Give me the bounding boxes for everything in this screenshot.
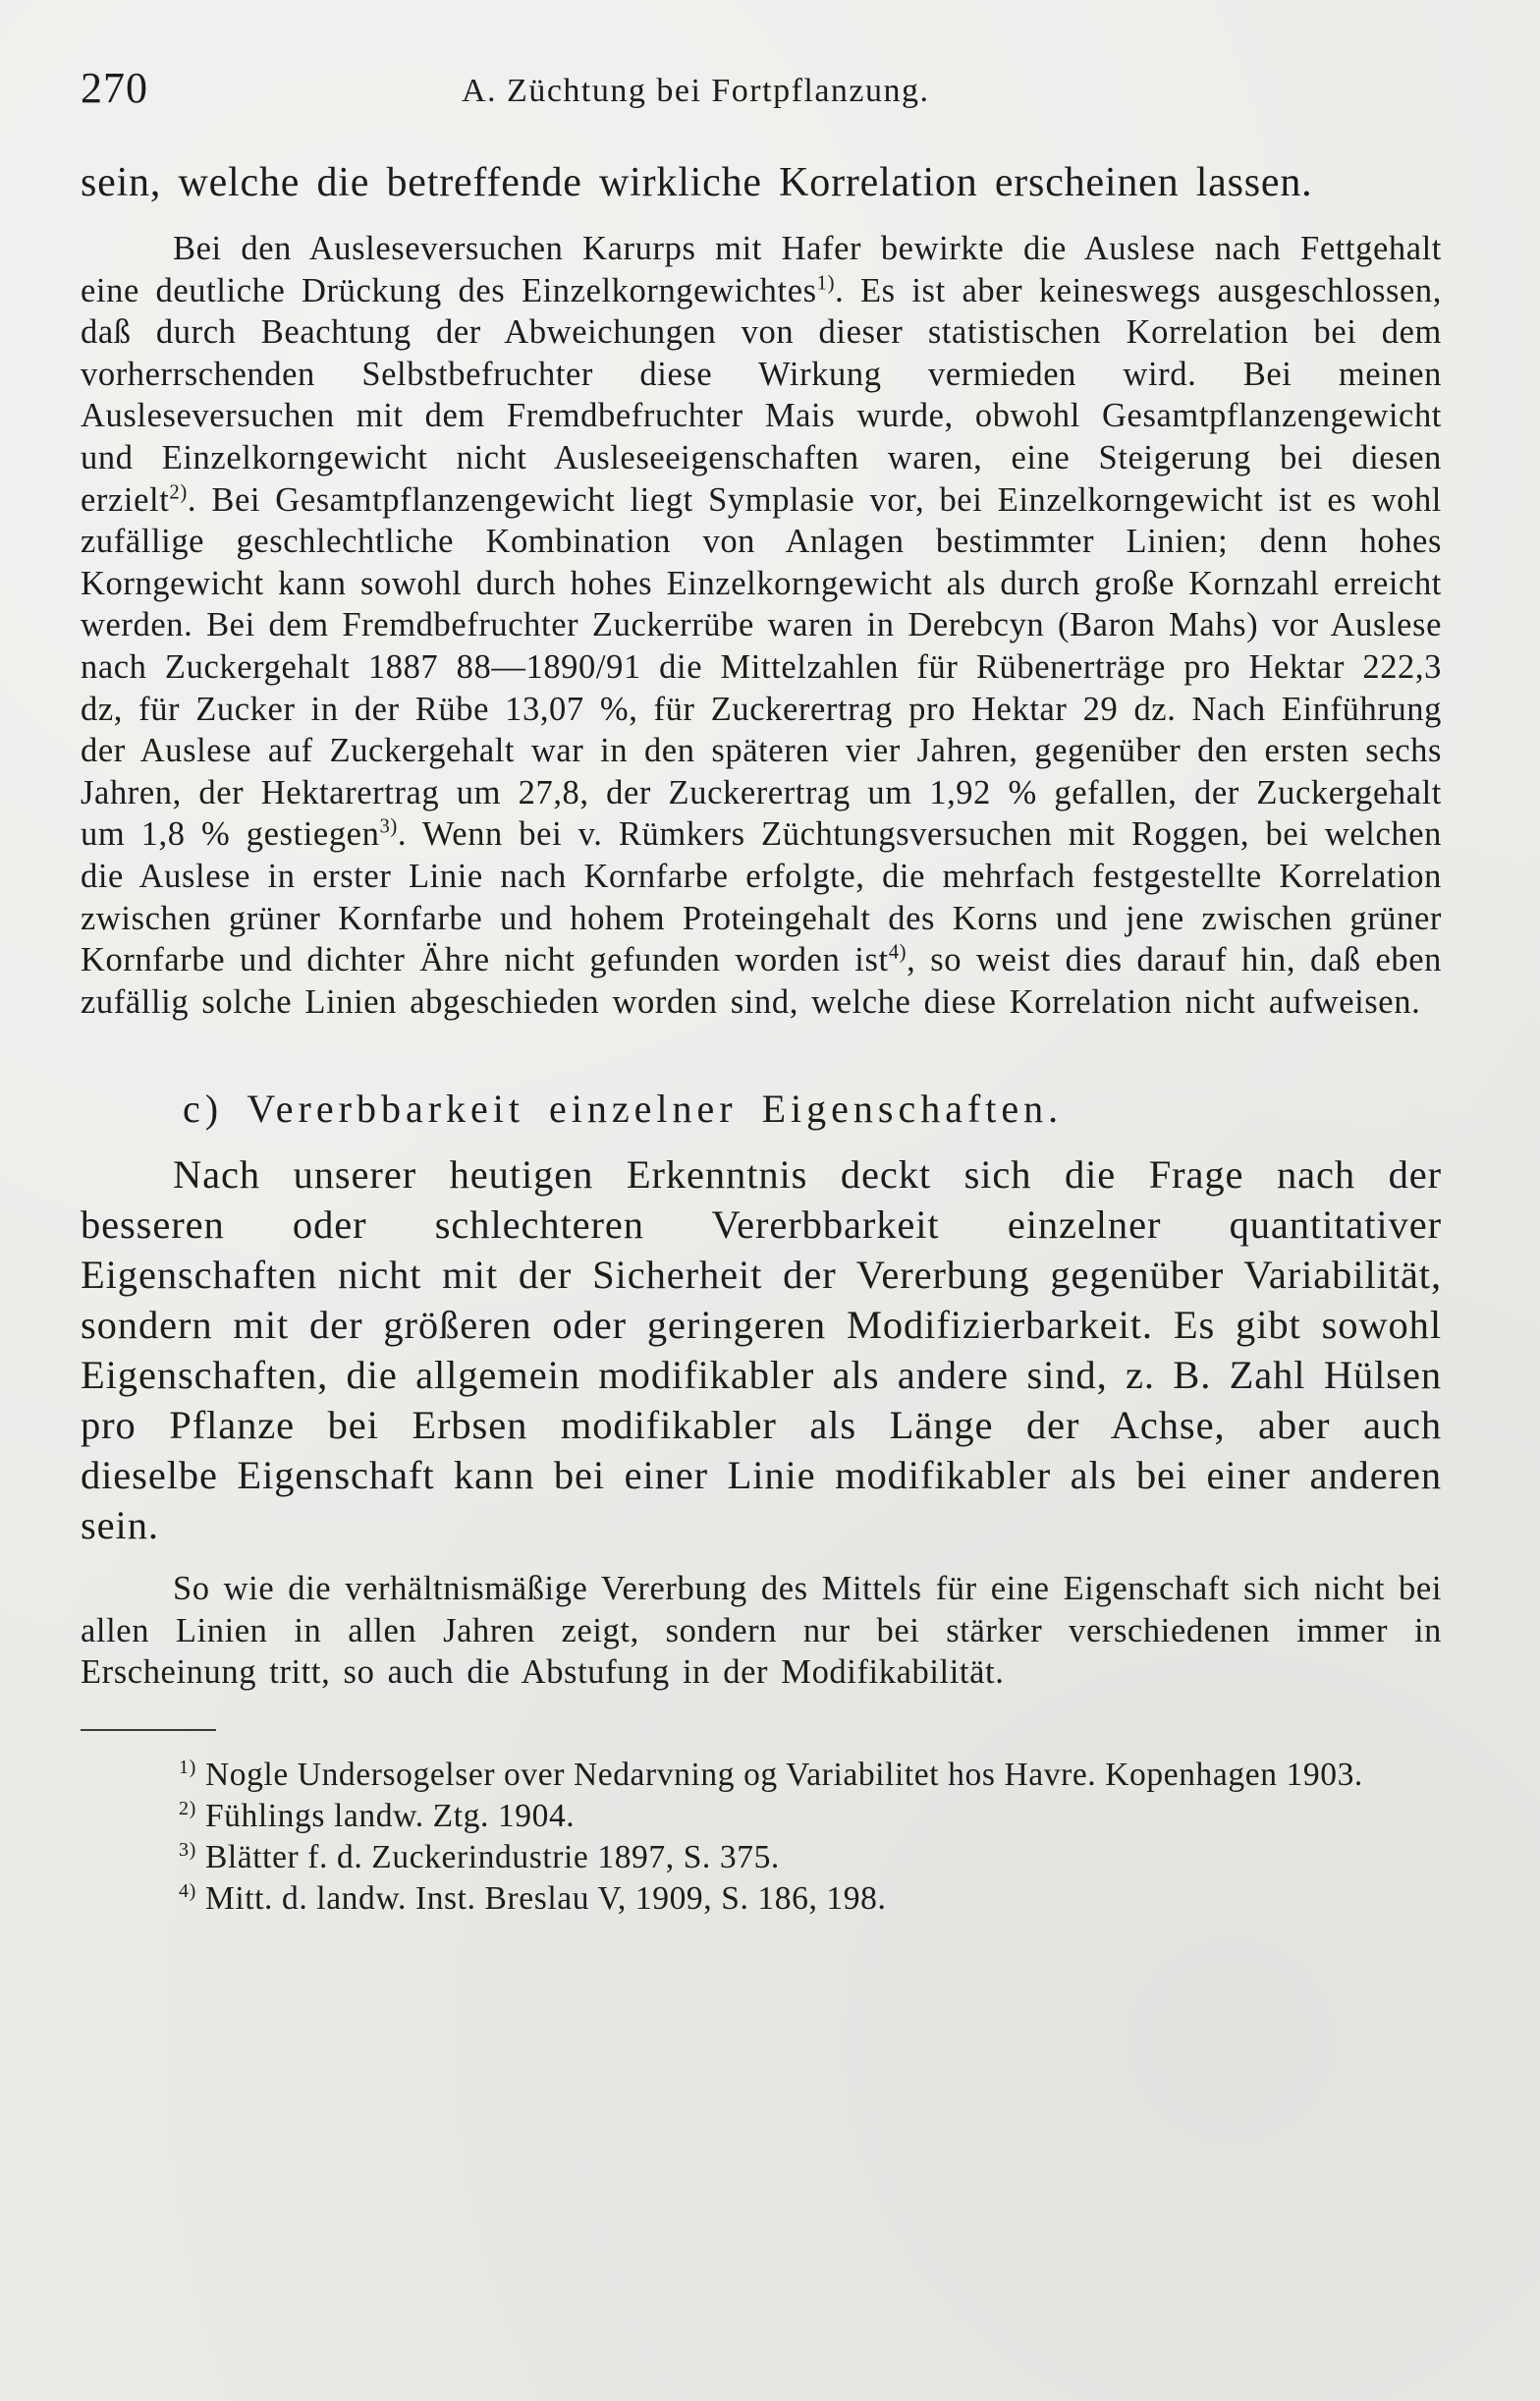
footnote-1: [81, 1755, 1442, 1796]
footnotes: [81, 1755, 1442, 1920]
footnote-ref-1: 1): [816, 272, 836, 295]
footnote-3: [81, 1837, 1442, 1878]
paragraph-text: Wenn bei v. Rümkers Züchtungsversuchen mit Roggen, bei welchen die Auslese in erster Linie nach Kornfarbe erfolgte, die mehrfach festgestellte Korrelation zwischen grüner Kornfarbe und hohem Proteingehalt des Korns und jene zwischen grüner Kornfarbe und dichter Ähre nicht gefunden worden ist: [81, 815, 1442, 979]
footnote-mark: 3): [179, 1838, 196, 1861]
page-content: [81, 157, 1442, 1920]
paragraph-heritability: Nach unserer heutigen Erkenntnis deckt sich die Frage nach der besseren oder schlechteren Vererbbarkeit einzelner quantitativer Eigenschaften nicht mit der Sicherheit der Vererbung gegenüber Variabilität, sondern mit der größeren oder geringeren Modifizierbarkeit. Es gibt sowohl Eigenschaften, die allgemein modifikabler als andere sind, z. B. Zahl Hülsen pro Pflanze bei Erbsen modifikabler als Länge der Achse, aber auch dieselbe Eigenschaft kann bei einer Linie modifikabler als bei einer anderen sein.: [81, 1152, 1442, 1548]
paragraph-text: , so weist dies darauf hin, daß eben zufällig solche Linien abgeschieden worden sind, welche diese Korrelation nicht aufweisen.: [81, 941, 1442, 1021]
page-header: [81, 63, 1446, 122]
footnote-ref-3: 3): [379, 815, 398, 838]
continuation-text: sein, welche die betreffende wirkliche Korrelation erscheinen lassen.: [81, 160, 1313, 205]
footnote-text: Nogle Undersogelser over Nedarvning og Variabilitet hos Havre. Kopenhagen 1903.: [204, 1757, 1363, 1794]
running-title: A. Züchtung bei Fortpflanzung.: [462, 73, 930, 109]
footnote-mark: 4): [179, 1879, 196, 1902]
footnote-divider: [81, 1729, 216, 1731]
footnote-text: Blätter f. d. Zuckerindustrie 1897, S. 375.: [204, 1839, 780, 1876]
footnote-text: Mitt. d. landw. Inst. Breslau V, 1909, S. 186, 198.: [204, 1880, 887, 1918]
footnote-mark: 2): [179, 1797, 196, 1819]
footnote-2: [81, 1796, 1442, 1837]
paragraph-text: Bei den Ausleseversuchen Karurps mit Hafer bewirkte die Auslese nach Fettgehalt eine deutliche Drückung des Einzelkorngewichtes: [81, 230, 1442, 309]
paragraph-text: Bei Gesamtpflanzengewicht liegt Symplasie vor, bei Einzelkorngewicht ist es wohl zufällige geschlechtliche Kombination von Anlagen bestimmter Linien; denn hohes Korngewicht kann sowohl durch hohes Einzelkorngewicht als durch große Kornzahl erreicht werden. Bei dem Fremdbefruchter Zuckerrübe waren in Derebcyn (Baron Mahs) vor Auslese nach Zuckergehalt 1887 88—1890/91 die Mittelzahlen für Rübenerträge pro Hektar 222,3 dz, für Zucker in der Rübe 13,07 %, für Zuckerertrag pro Hektar 29 dz. Nach Einführung der Auslese auf Zuckergehalt war in den späteren vier Jahren, gegenüber den ersten sechs Jahren, der Hektarertrag um 27,8, der Zuckerertrag um 1,92 % gefallen, der Zuckergehalt um 1,8 % gestiegen: [81, 480, 1442, 854]
paragraph-text: Es ist aber keineswegs ausgeschlossen, daß durch Beachtung der Abweichungen von dieser statistischen Korrelation bei dem vorherrschenden Selbstbefruchter diese Wirkung vermieden wird. Bei meinen Ausleseversuchen mit dem Fremdbefruchter Mais wurde, obwohl Gesamtpflanzengewicht und Einzelkorngewicht nicht Ausleseeigenschaften waren, eine Steigerung bei diesen erzielt: [81, 271, 1443, 519]
paragraph-karurp-correlation: Bei den Ausleseversuchen Karurps mit Hafer bewirkte die Auslese nach Fettgehalt eine deutliche Drückung des Einzelkorngewichtes$^{1)}$. Es ist aber keineswegs ausgeschlossen, daß durch Beachtung der Abweichungen von dieser statistischen Korrelation bei dem vorherrschenden Selbstbefruchter diese Wirkung vermieden wird. Bei meinen Ausleseversuchen mit dem Fremdbefruchter Mais wurde, obwohl Gesamtpflanzengewicht und Einzelkorngewicht nicht Ausleseeigenschaften waren, eine Steigerung bei diesen erzielt$^{2)}$. Bei Gesamtpflanzengewicht liegt Symplasie vor, bei Einzelkorngewicht ist es wohl zufällige geschlechtliche Kombination von Anlagen bestimmter Linien; denn hohes Korngewicht kann sowohl durch hohes Einzelkorngewicht als durch große Kornzahl erreicht werden. Bei dem Fremdbefruchter Zuckerrübe waren in Derebcyn (Baron Mahs) vor Auslese nach Zuckergehalt 1887 88—1890/91 die Mittelzahlen für Rübenerträge pro Hektar 222,3 dz, für Zucker in der Rübe 13,07 %, für Zuckerertrag pro Hektar 29 dz. Nach Einführung der Auslese auf Zuckergehalt war in den späteren vier Jahren, gegenüber den ersten sechs Jahren, der Hektarertrag um 27,8, der Zuckerertrag um 1,92 % gefallen, der Zuckergehalt um 1,8 % gestiegen$^{3)}$. Wenn bei v. Rümkers Züchtungsversuchen mit Roggen, bei welchen die Auslese in erster Linie nach Kornfarbe erfolgte, die mehrfach festgestellte Korrelation zwischen grüner Kornfarbe und hohem Proteingehalt des Korns und jene zwischen grüner Kornfarbe und dichter Ähre nicht gefunden worden ist$^{4)}$, so weist dies darauf hin, daß eben zufällig solche Linien abgeschieden worden sind, welche diese Korrelation nicht aufweisen.: [81, 230, 1443, 1021]
footnote-ref-2: 2): [169, 481, 188, 504]
footnote-4: [81, 1878, 1442, 1920]
footnote-text: Fühlings landw. Ztg. 1904.: [204, 1798, 576, 1835]
page-number: 270: [81, 64, 148, 112]
footnote-mark: 1): [179, 1756, 196, 1778]
footnote-ref-4: 4): [888, 941, 908, 964]
paragraph-modifiability: So wie die verhältnismäßige Vererbung des Mittels für eine Eigenschaft sich nicht bei allen Linien in allen Jahren zeigt, sondern nur bei stärker verschiedenen immer in Erscheinung tritt, so auch die Abstufung in der Modifikabilität.: [81, 1570, 1442, 1692]
section-heading: c) Vererbbarkeit einzelner Eigenschaften.: [183, 1087, 1064, 1132]
